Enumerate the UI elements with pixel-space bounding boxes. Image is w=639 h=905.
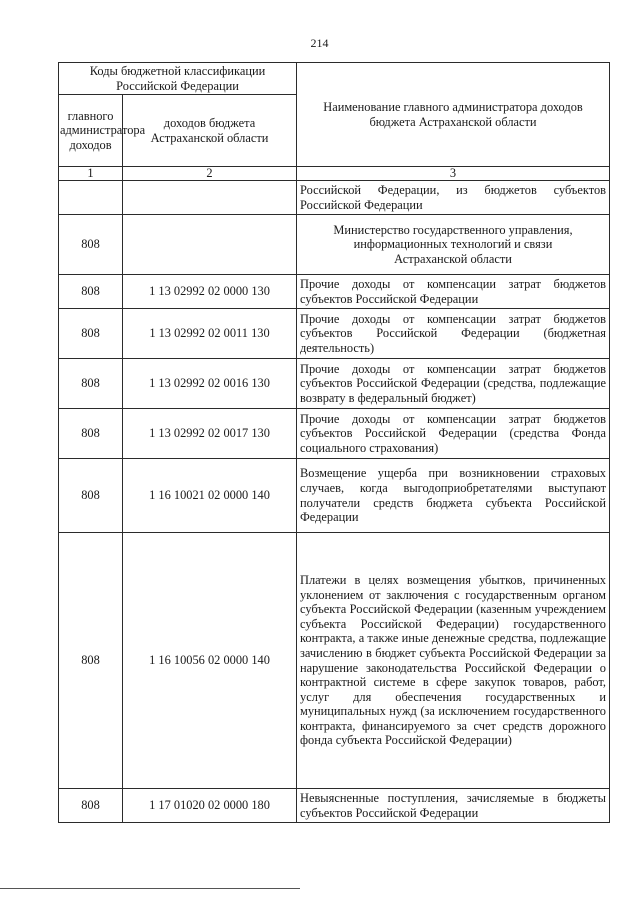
revenue-code-cell: 1 13 02992 02 0000 130 <box>123 275 297 309</box>
header-col1-title: главного администратора доходов <box>59 95 123 167</box>
revenue-code-cell: 1 13 02992 02 0017 130 <box>123 409 297 459</box>
table-row <box>59 359 610 409</box>
table-row <box>59 275 610 309</box>
revenue-name-cell: Прочие доходы от компенсации затрат бюджетов субъектов Российской Федерации (бюджетная деятельность) <box>297 309 610 359</box>
admin-code-cell: 808 <box>59 789 123 823</box>
administrator-name-cell: Министерство государственного управления, информационных технологий и связи Астраханской области <box>297 215 610 275</box>
table-row <box>59 309 610 359</box>
revenue-code-cell: 1 17 01020 02 0000 180 <box>123 789 297 823</box>
admin-code-cell <box>59 181 123 215</box>
revenue-code-cell <box>123 215 297 275</box>
page-number: 214 <box>310 36 329 50</box>
revenue-code-cell: 1 16 10021 02 0000 140 <box>123 459 297 533</box>
admin-code-cell: 808 <box>59 275 123 309</box>
revenue-name-cell: Возмещение ущерба при возникновении страховых случаев, когда выгодоприобретателями выступают получатели средств бюджета субъекта Российской Федерации <box>297 459 610 533</box>
table-row <box>59 789 610 823</box>
admin-code-cell: 808 <box>59 533 123 789</box>
revenue-code-cell <box>123 181 297 215</box>
col2-number: 2 <box>123 167 297 181</box>
table-row <box>59 181 610 215</box>
table-header-row <box>59 63 610 95</box>
revenue-code-cell: 1 16 10056 02 0000 140 <box>123 533 297 789</box>
table-row <box>59 459 610 533</box>
header-col3-title: Наименование главного администратора доходов бюджета Астраханской области <box>297 63 610 167</box>
col3-number: 3 <box>297 167 610 181</box>
revenue-name-cell: Невыясненные поступления, зачисляемые в бюджеты субъектов Российской Федерации <box>297 789 610 823</box>
admin-code-cell: 808 <box>59 459 123 533</box>
revenue-name-cell: Российской Федерации, из бюджетов субъектов Российской Федерации <box>297 181 610 215</box>
col1-number: 1 <box>59 167 123 181</box>
revenue-name-cell: Прочие доходы от компенсации затрат бюджетов субъектов Российской Федерации (средства Фонда социального страхования) <box>297 409 610 459</box>
footer-divider <box>0 888 300 889</box>
admin-code-cell: 808 <box>59 309 123 359</box>
column-number-row <box>59 167 610 181</box>
revenue-code-cell: 1 13 02992 02 0011 130 <box>123 309 297 359</box>
revenue-name-cell: Прочие доходы от компенсации затрат бюджетов субъектов Российской Федерации (средства, подлежащие возврату в федеральный бюджет) <box>297 359 610 409</box>
revenue-name-cell: Прочие доходы от компенсации затрат бюджетов субъектов Российской Федерации <box>297 275 610 309</box>
budget-classification-table <box>58 62 610 823</box>
admin-code-cell: 808 <box>59 215 123 275</box>
table-row <box>59 533 610 789</box>
admin-code-cell: 808 <box>59 359 123 409</box>
header-group-title: Коды бюджетной классификации Российской Федерации <box>59 63 297 95</box>
table-row <box>59 409 610 459</box>
admin-code-cell: 808 <box>59 409 123 459</box>
table-row <box>59 215 610 275</box>
revenue-name-cell: Платежи в целях возмещения убытков, причиненных уклонением от заключения с государственным органом субъекта Российской Федерации (казенным учреждением субъекта Российской Федерации) государственного контракта, а также иные денежные средства, подлежащие зачислению в бюджет субъекта Российской Федерации за нарушение законодательства Российской Федерации о контрактной системе в сфере закупок товаров, работ, услуг для обеспечения государственных и муниципальных нужд (за исключением государственного контракта, финансируемого за счет средств дорожного фонда субъекта Российской Федерации) <box>297 533 610 789</box>
header-col2-title: доходов бюджета Астраханской области <box>123 95 297 167</box>
revenue-code-cell: 1 13 02992 02 0016 130 <box>123 359 297 409</box>
